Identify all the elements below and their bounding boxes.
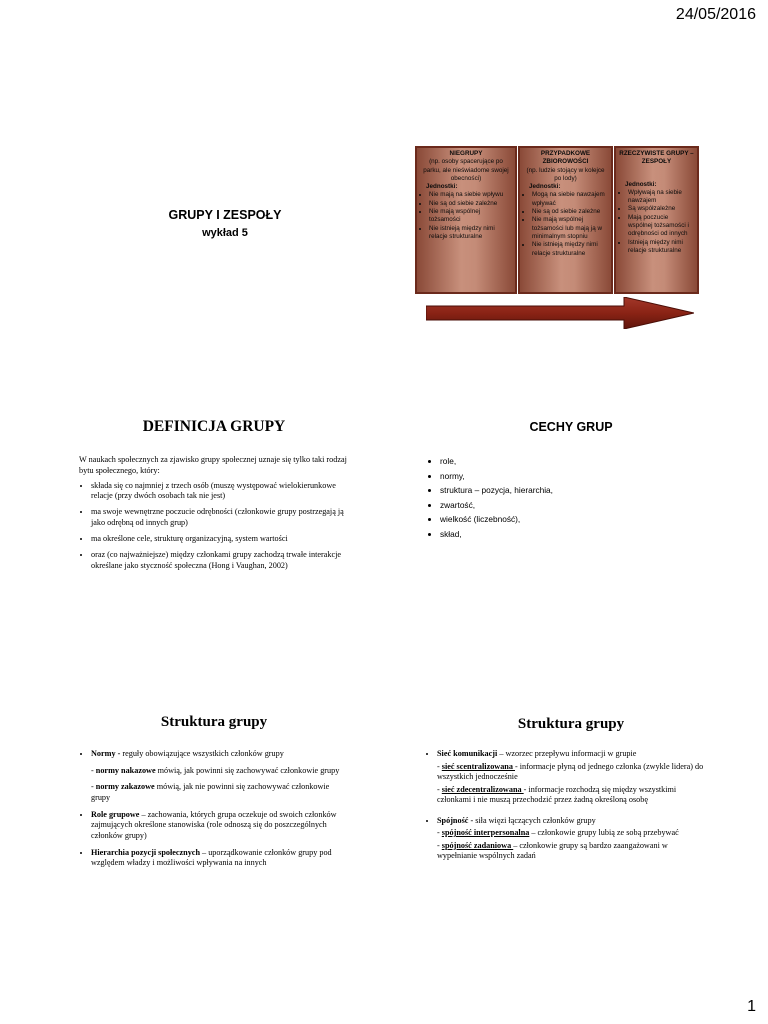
cohesion-item: • Spójność - siła więzi łączących członków grupy - spójność interpersonalna – członkowie grupy lubią ze sobą przebywać - spójność zadaniowa – członkowie grupy są bardzo zaangażowani w wypełnianie wspólnych zadań <box>437 816 705 862</box>
definition-item: • ma swoje wewnętrzne poczucie odrębności (członkowie grupy postrzegają ją jako odrębną od innych grup) <box>91 507 349 529</box>
box-title: RZECZYWISTE GRUPY – ZESPOŁY <box>619 150 694 166</box>
centralized-label: sieć scentralizowana <box>441 761 515 771</box>
box-title: NIEGRUPY <box>449 150 483 157</box>
norms-text: reguły obowiązujące wszystkich członków grupy <box>120 749 284 758</box>
box-item: • Są współzależne <box>628 205 694 213</box>
box-item: • Mogą na siebie nawzajem wpływać <box>532 191 608 208</box>
box-subtitle: (np. osoby spacerujące po parku, ale nieświadome swojej obecności) <box>423 158 509 182</box>
feature-item: • skład, <box>440 527 553 542</box>
norms-prescriptive-label: normy nakazowe <box>95 765 156 775</box>
centralized-network: - sieć scentralizowana - informacje płyną od jednego członka (zwykle lidera) do wszystkich jednocześnie <box>437 761 704 781</box>
box-item: • Nie mają na siebie wpływu <box>429 191 512 199</box>
box-item: • Nie są od siebie zależne <box>532 208 608 216</box>
decentralized-label: sieć zdecentralizowana <box>441 784 524 794</box>
box-rzeczywiste-grupy <box>614 146 699 294</box>
page-number: 1 <box>747 998 756 1015</box>
box-item: • Nie mają wspólnej tożsamości lub mają ją w minimalnym stopniu <box>532 216 608 241</box>
structure-right-text <box>425 749 705 868</box>
features-list <box>426 454 553 541</box>
feature-item: • normy, <box>440 469 553 484</box>
box-niegrupy <box>415 146 517 294</box>
communication-item: • Sieć komunikacji – wzorzec przepływu informacji w grupie - sieć scentralizowana - informacje płyną od jednego członka (zwykle lidera) do wszystkich jednocześnie - sieć zdecentralizowana - informacje rozchodzą się między wszystkimi członkami i nie muszą przechodzić przez żadną określoną osobę <box>437 749 705 806</box>
hierarchy-label: Hierarchia pozycji społecznych <box>91 847 200 857</box>
structure-left-text <box>79 749 349 875</box>
slide-4-title: Struktura grupy <box>160 714 268 730</box>
feature-item: • zwartość, <box>440 498 553 513</box>
interpersonal-cohesion: - spójność interpersonalna – członkowie grupy lubią ze sobą przebywać <box>437 828 679 837</box>
definition-item: • składa się co najmniej z trzech osób (muszę występować wielokierunkowe relacje (przy dwóch osobach tak nie jest) <box>91 481 349 503</box>
slide-2-title: DEFINICJA GRUPY <box>142 418 286 435</box>
cohesion-label: Spójność - <box>437 815 474 825</box>
norms-label: Normy - <box>91 749 121 758</box>
slide-3-title: CECHY GRUP <box>529 420 613 434</box>
progression-arrow-icon <box>426 297 694 329</box>
definition-text <box>79 455 349 576</box>
slide-1-title: GRUPY I ZESPOŁY <box>168 208 282 222</box>
box-units-label: Jednostki: <box>426 183 458 191</box>
task-label: spójność zadaniowa <box>441 840 514 850</box>
box-item: • Mają poczucie wspólnej tożsamości i odrębności od innych <box>628 214 694 239</box>
box-units-label: Jednostki: <box>529 183 561 191</box>
norms-prescriptive: - normy nakazowe mówią, jak powinni się zachowywać członkowie grupy <box>91 765 340 775</box>
box-title: PRZYPADKOWE ZBIOROWOŚCI <box>540 150 591 166</box>
roles-text: – zachowania, których grupa oczekuje od swoich członków zajmujących określone stanowiska (role odnoszą się do poszczególnych członków grupy) <box>91 809 337 840</box>
hierarchy-item <box>91 848 349 869</box>
definition-item: • oraz (co najważniejsze) między członkami grupy zachodzą trwałe interakcje określane jako styczność społeczna (Hong i Vaughan, 2002) <box>91 550 349 572</box>
box-item: • Nie mają wspólnej tożsamości <box>429 208 512 225</box>
box-przypadkowe-zbiorowosci <box>518 146 613 294</box>
norms-item <box>91 749 349 804</box>
interpersonal-label: spójność interpersonalna <box>441 828 530 837</box>
slide-1-subtitle: wykład 5 <box>202 227 248 239</box>
definition-item: • ma określone cele, strukturę organizacyjną, system wartości <box>91 534 349 545</box>
norms-proscriptive-label: normy zakazowe <box>95 782 155 792</box>
box-item: • Wpływają na siebie nawzajem <box>628 189 694 206</box>
norms-proscriptive: - normy zakazowe mówią, jak nie powinni się zachowywać członkowie grupy <box>91 782 330 802</box>
roles-item <box>91 810 349 842</box>
task-cohesion: - spójność zadaniowa – członkowie grupy są bardzo zaangażowani w wypełnianie wspólnych zadań <box>437 840 668 860</box>
box-item: • Istnieją między nimi relacje strukturalne <box>628 239 694 256</box>
roles-label: Role grupowe <box>91 809 140 819</box>
feature-item: • struktura – pozycja, hierarchia, <box>440 483 553 498</box>
communication-label: Sieć komunikacji <box>437 749 498 758</box>
feature-item: • role, <box>440 454 553 469</box>
box-item: • Nie istnieją między nimi relacje strukturalne <box>532 241 608 258</box>
slide-5-title: Struktura grupy <box>517 716 625 732</box>
box-units-label: Jednostki: <box>625 180 657 188</box>
box-item: • Nie istnieją między nimi relacje strukturalne <box>429 225 512 242</box>
feature-item: • wielkość (liczebność), <box>440 512 553 527</box>
decentralized-network: - sieć zdecentralizowana - informacje rozchodzą się między wszystkimi członkami i nie muszą przechodzić przez żadną określoną osobę <box>437 784 677 804</box>
definition-intro: W naukach społecznych za zjawisko grupy społecznej uznaje się tylko taki rodzaj bytu społecznego, który: <box>79 455 347 475</box>
hierarchy-text: – uporządkowanie członków grupy pod względem władzy i możliwości wpływania na innych <box>91 847 332 868</box>
box-item: • Nie są od siebie zależne <box>429 200 512 208</box>
header-date: 24/05/2016 <box>675 6 756 23</box>
box-subtitle: (np. ludzie stojący w kolejce po lody) <box>526 166 605 182</box>
